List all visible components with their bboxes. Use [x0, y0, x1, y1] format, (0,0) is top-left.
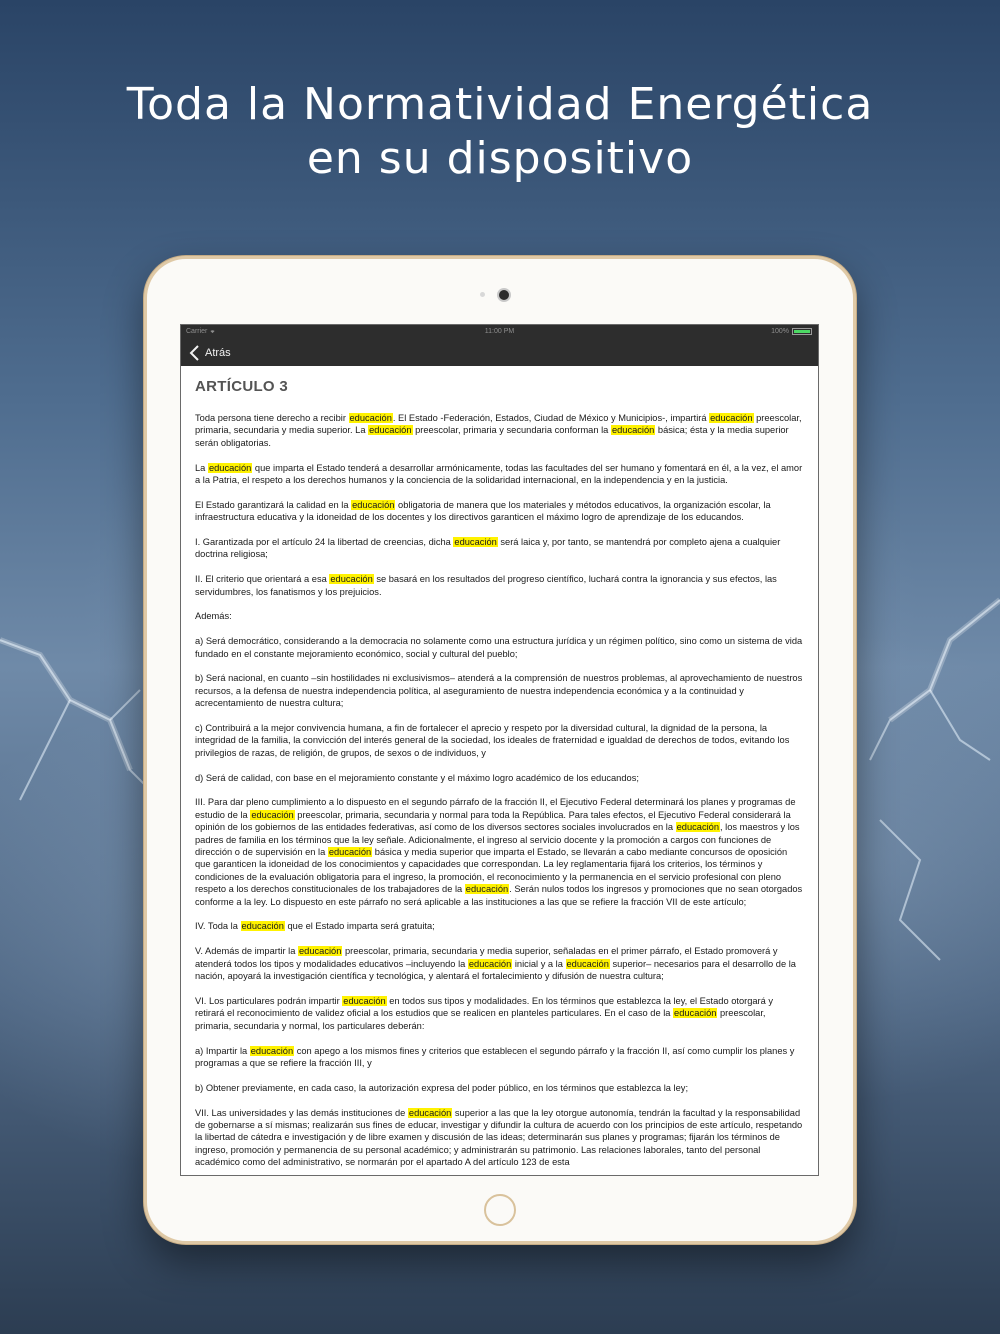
search-highlight: educación: [468, 958, 512, 969]
article-paragraph: VII. Las universidades y las demás instituciones de educación superior a las que la ley otorgue autonomía, tendrán la facultad y la responsabilidad de gobernarse a sí mismas; realizarán sus fines de educar, investigar y difundir la cultura de acuerdo con los principios de este artículo, respetando la libertad de cátedra e investigación y de libre examen y discusión de las ideas; determinarán sus planes y programas; fijarán los términos de ingreso, promoción y permanencia de su personal académico; y administrarán su patrimonio. Las relaciones laborales, tanto del personal académico como del administrativo, se normarán por el apartado A del artículo 123 de esta: [195, 1107, 803, 1168]
search-highlight: educación: [251, 809, 294, 820]
article-paragraph: I. Garantizada por el artículo 24 la libertad de creencias, dicha educación será laica y, por tanto, se mantendrá por completo ajena a cualquier doctrina religiosa;: [195, 537, 781, 560]
article-paragraph: La educación que imparta el Estado tenderá a desarrollar armónicamente, todas las facultades del ser humano y fomentará en él, a la vez, el amor a la Patria, el respeto a los derechos humanos y la conciencia de la solidaridad internacional, en la independencia y en la justicia.: [195, 462, 803, 486]
back-label: Atrás: [205, 346, 231, 359]
navigation-bar: [181, 339, 818, 366]
search-highlight: educación: [408, 1107, 452, 1118]
tablet-screen: [180, 324, 819, 1176]
headline-line-1: Toda la Normatividad Energética: [126, 79, 874, 130]
search-highlight: educación: [250, 1045, 294, 1056]
search-highlight: educación: [674, 1008, 717, 1019]
sensor-icon: [480, 292, 485, 297]
battery-indicator: [771, 328, 812, 335]
search-highlight: educación: [328, 847, 372, 858]
search-highlight: educación: [465, 884, 509, 895]
battery-icon: [792, 328, 812, 335]
back-button[interactable]: [189, 345, 231, 361]
search-highlight: educación: [566, 958, 609, 969]
status-bar: [181, 325, 818, 339]
article-paragraph: Además:: [195, 611, 232, 622]
search-highlight: educación: [299, 946, 342, 957]
article-body: [195, 412, 804, 1169]
search-highlight: educación: [369, 425, 412, 436]
search-highlight: educación: [343, 995, 386, 1006]
search-highlight: educación: [330, 574, 373, 585]
article-paragraph: Toda persona tiene derecho a recibir educación. El Estado -Federación, Estados, Ciudad de México y Municipios-, impartirá educación preescolar, primaria, secundaria y media superior. La educación preescolar, primaria y secundaria conforman la educación básica; ésta y la media superior serán obligatorias.: [195, 413, 802, 448]
status-time: 11:00 PM: [484, 328, 515, 335]
chevron-left-icon: [189, 345, 201, 361]
search-highlight: educación: [352, 499, 395, 510]
headline-line-2: en su dispositivo: [306, 133, 694, 184]
headline: [0, 78, 1000, 186]
battery-percent: 100%: [771, 328, 789, 335]
home-button-icon[interactable]: [484, 1194, 516, 1226]
search-highlight: educación: [241, 921, 284, 932]
article-paragraph: II. El criterio que orientará a esa educación se basará en los resultados del progreso científico, luchará contra la ignorancia y sus efectos, las servidumbres, los fanatismos y los prejuicios.: [195, 574, 777, 597]
carrier-label: Carrier: [186, 328, 216, 335]
search-highlight: educación: [710, 413, 753, 423]
article-paragraph: b) Obtener previamente, en cada caso, la autorización expresa del poder público, en los términos que establezca la ley;: [195, 1082, 689, 1093]
search-highlight: educación: [611, 425, 655, 436]
article-paragraph: VI. Los particulares podrán impartir educación en todos sus tipos y modalidades. En los términos que establezca la ley, el Estado otorgará y retirará el reconocimiento de validez oficial a los estudios que se realicen en planteles particulares. En el caso de la educación preescolar, primaria, secundaria y normal, los particulares deberán:: [195, 995, 774, 1031]
article-paragraph: b) Será nacional, en cuanto –sin hostilidades ni exclusivismos– atenderá a la comprensión de nuestros problemas, al aprovechamiento de nuestros recursos, a la defensa de nuestra independencia política, al aseguramiento de nuestra independencia económica y a la continuidad y acrecentamiento de nuestra cultura;: [195, 673, 803, 709]
article-paragraph: d) Será de calidad, con base en el mejoramiento constante y el máximo logro académico de los educandos;: [195, 772, 639, 783]
camera-icon: [497, 288, 511, 302]
search-highlight: educación: [349, 413, 392, 423]
article-paragraph: c) Contribuirá a la mejor convivencia humana, a fin de fortalecer el aprecio y respeto por la diversidad cultural, la dignidad de la persona, la integridad de la familia, la convicción del interés general de la sociedad, los ideales de fraternidad e igualdad de derechos de todos, evitando los privilegios de razas, de religión, de grupos, de sexos o de individuos, y: [195, 723, 790, 758]
article-paragraph: El Estado garantizará la calidad en la educación obligatoria de manera que los materiales y métodos educativos, la organización escolar, la infraestructura educativa y la idoneidad de los docentes y los directivos garanticen el máximo logro de aprendizaje de los educandos.: [195, 499, 771, 523]
article-title: ARTÍCULO 3: [195, 378, 288, 395]
article-paragraph: III. Para dar pleno cumplimiento a lo dispuesto en el segundo párrafo de la fracción II, el Ejecutivo Federal determinará los planes y programas de estudio de la educación preescolar, primaria, secundaria y normal para toda la República. Para tales efectos, el Ejecutivo Federal considerará la opinión de los gobiernos de las entidades federativas, así como de los diversos sectores sociales involucrados en la educación, los maestros y los padres de familia en los términos que la ley señale. Adicionalmente, el ingreso al servicio docente y la promoción a cargos con funciones de dirección o de supervisión en la educación básica y media superior que imparta el Estado, se llevarán a cabo mediante concursos de oposición que garanticen la idoneidad de los conocimientos y capacidades que correspondan. La ley reglamentaria fijará los criterios, los términos y condiciones de la evaluación obligatoria para el ingreso, la promoción, el reconocimiento y la permanencia en el servicio profesional con pleno respeto a los derechos constitucionales de los trabajadores de la educación. Serán nulos todos los ingresos y promociones que no sean otorgados conforme a la ley. Lo dispuesto en este párrafo no será aplicable a las instituciones a las que se refiere la fracción VII de este artículo;: [195, 797, 803, 907]
search-highlight: educación: [676, 822, 720, 833]
article-paragraph: a) Será democrático, considerando a la democracia no solamente como una estructura jurídica y un régimen político, sino como un sistema de vida fundado en el constante mejoramiento económico, social y cultural del pueblo;: [195, 636, 803, 659]
article-paragraph: a) Impartir la educación con apego a los mismos fines y criterios que establecen el segundo párrafo y la fracción II, así como cumplir los planes y programas a que se refiere la fracción III, y: [195, 1045, 795, 1068]
article-content: [181, 366, 818, 1169]
article-paragraph: V. Además de impartir la educación preescolar, primaria, secundaria y media superior, señaladas en el primer párrafo, el Estado promoverá y atenderá todos los tipos y modalidades educativos –incluyendo la educación inicial y a la educación superior– necesarios para el desarrollo de la nación, apoyará la investigación científica y tecnológica, y alentará el fortalecimiento y difusión de nuestra cultura;: [195, 946, 796, 982]
article-paragraph: IV. Toda la educación que el Estado imparta será gratuita;: [195, 921, 435, 932]
search-highlight: educación: [208, 462, 252, 473]
search-highlight: educación: [454, 537, 497, 548]
